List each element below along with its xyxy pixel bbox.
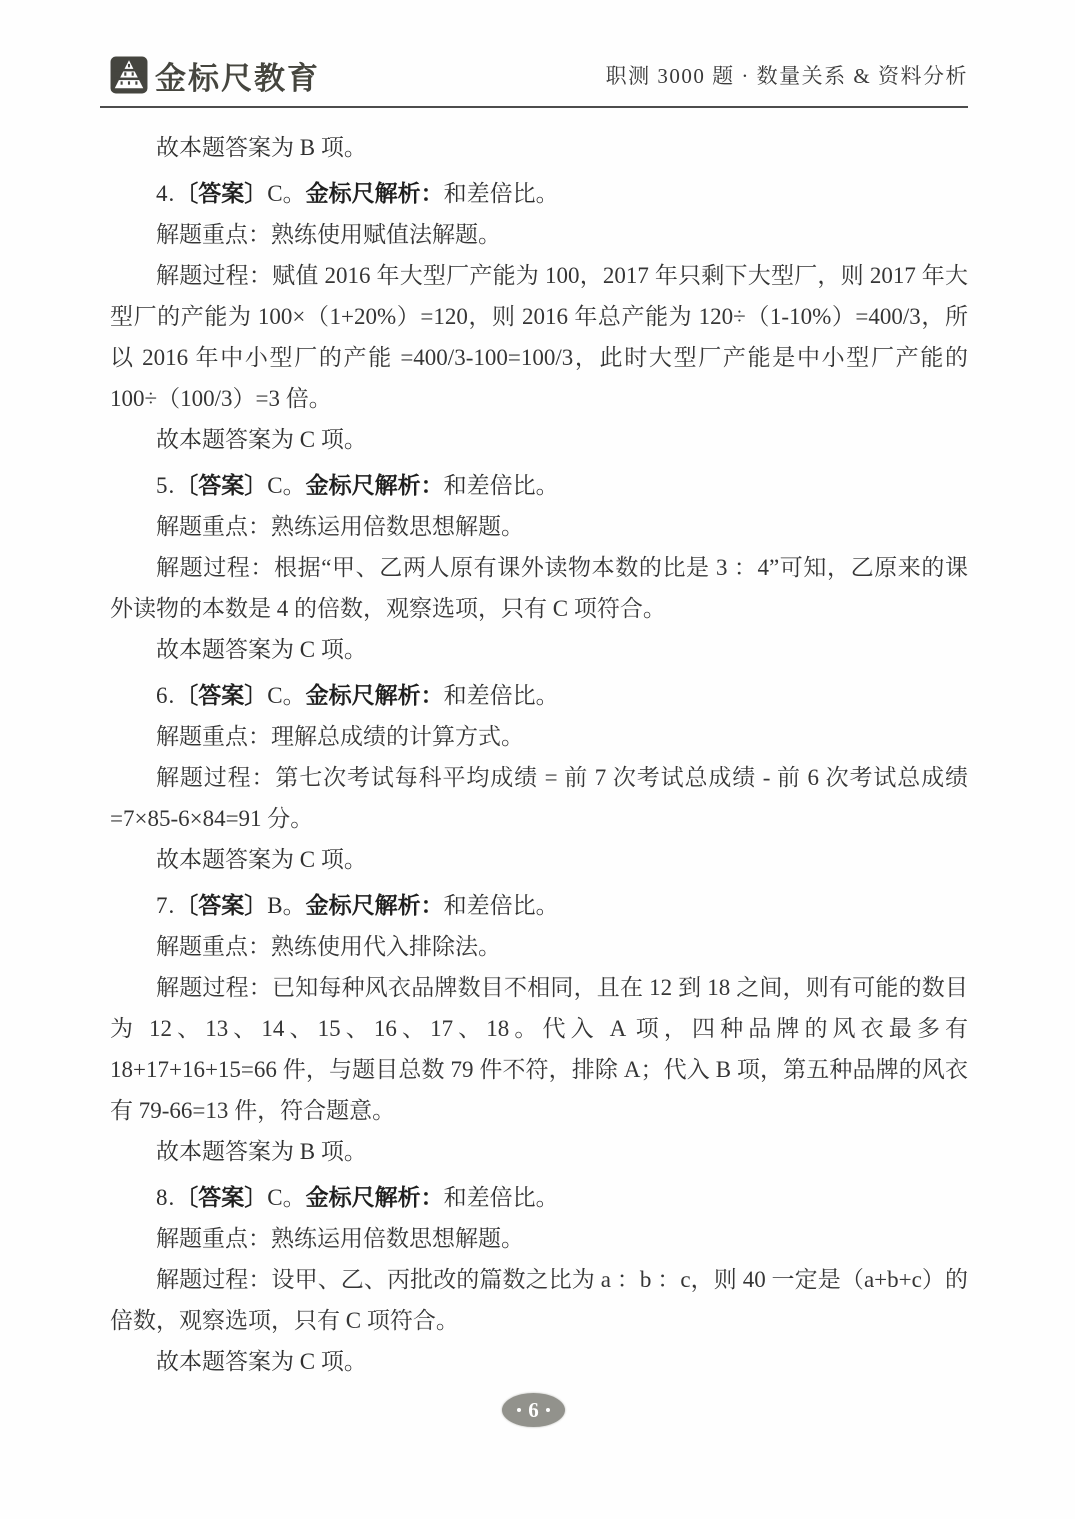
question-4-explanation: [110, 173, 968, 460]
answer-value: C。: [267, 1185, 306, 1210]
answer-value: C。: [267, 683, 306, 708]
pyramid-stack-icon: [110, 56, 148, 94]
page-number-badge: [502, 1393, 565, 1427]
question-number: 6.: [156, 683, 176, 708]
process-paragraph: 解题过程：赋值 2016 年大型厂产能为 100，2017 年只剩下大型厂，则 2017 年大型厂的产能为 100×（1+20%）=120，则 2016 年总产能为 120÷（1-10%）=400/3，所以 2016 年中小型厂的产能 =400/3-100=100/3，此时大型厂产能是中小型厂产能的 100÷（100/3）=3 倍。: [110, 263, 968, 411]
right-dot-icon: [546, 1408, 550, 1412]
brand-name: 金标尺教育: [155, 60, 320, 96]
process-paragraph: 解题过程：根据“甲、乙两人原有课外读物本数的比是 3 ：4”可知，乙原来的课外读物的本数是 4 的倍数，观察选项，只有 C 项符合。: [110, 555, 968, 621]
left-dot-icon: [517, 1408, 521, 1412]
answer-value: B。: [267, 893, 306, 918]
keypoint-paragraph: 解题重点：熟练使用代入排除法。: [156, 934, 501, 959]
header-divider: [100, 106, 968, 108]
conclusion-paragraph: 故本题答案为 C 项。: [156, 1349, 367, 1374]
page-number: 6: [528, 1397, 539, 1422]
conclusion-paragraph: 故本题答案为 B 项。: [156, 135, 367, 160]
answer-value: C。: [267, 473, 306, 498]
answer-line: [110, 1177, 968, 1218]
keypoint-paragraph: 解题重点：熟练运用倍数思想解题。: [156, 514, 524, 539]
answer-line: [110, 173, 968, 214]
analysis-label: 金标尺解析：: [305, 472, 444, 498]
answer-label: 〔答案〕: [175, 472, 268, 498]
answer-explanations: [110, 127, 968, 1382]
analysis-method: 和差倍比。: [443, 893, 559, 918]
question-number: 8.: [156, 1185, 176, 1210]
answer-label: 〔答案〕: [175, 1184, 268, 1210]
analysis-method: 和差倍比。: [443, 181, 559, 206]
analysis-method: 和差倍比。: [443, 1185, 559, 1210]
answer-line: [110, 465, 968, 506]
question-7-explanation: [110, 885, 968, 1172]
keypoint-paragraph: 解题重点：熟练使用赋值法解题。: [156, 222, 501, 247]
analysis-label: 金标尺解析：: [305, 1184, 444, 1210]
analysis-label: 金标尺解析：: [305, 892, 444, 918]
keypoint-paragraph: 解题重点：理解总成绩的计算方式。: [156, 724, 524, 749]
answer-line: [110, 885, 968, 926]
question-number: 4.: [156, 181, 176, 206]
conclusion-paragraph: 故本题答案为 B 项。: [156, 1139, 367, 1164]
answer-value: C。: [267, 181, 306, 206]
answer-line: [110, 675, 968, 716]
question-number: 7.: [156, 893, 176, 918]
question-number: 5.: [156, 473, 176, 498]
analysis-label: 金标尺解析：: [305, 682, 444, 708]
analysis-method: 和差倍比。: [443, 473, 559, 498]
conclusion-paragraph: 故本题答案为 C 项。: [156, 427, 367, 452]
brand-logo: [110, 53, 320, 98]
conclusion-paragraph: 故本题答案为 C 项。: [156, 847, 367, 872]
keypoint-paragraph: 解题重点：熟练运用倍数思想解题。: [156, 1226, 524, 1251]
question-5-explanation: [110, 465, 968, 670]
question-8-explanation: [110, 1177, 968, 1382]
process-paragraph: 解题过程：设甲、乙、丙批改的篇数之比为 a ：b ：c，则 40 一定是（a+b+c）的倍数，观察选项，只有 C 项符合。: [110, 1267, 968, 1333]
answer-label: 〔答案〕: [175, 892, 268, 918]
process-paragraph: 解题过程：第七次考试每科平均成绩 = 前 7 次考试总成绩 - 前 6 次考试总成绩 =7×85-6×84=91 分。: [110, 765, 968, 831]
process-paragraph: 解题过程：已知每种风衣品牌数目不相同，且在 12 到 18 之间，则有可能的数目为 12、13、14、15、16、17、18。代入 A 项，四种品牌的风衣最多有 18+17+16+15=66 件，与题目总数 79 件不符，排除 A；代入 B 项，第五种品牌的风衣有 79-66=13 件，符合题意。: [110, 975, 968, 1123]
question-6-explanation: [110, 675, 968, 880]
conclusion-paragraph: 故本题答案为 C 项。: [156, 637, 367, 662]
analysis-label: 金标尺解析：: [305, 180, 444, 206]
answer-label: 〔答案〕: [175, 682, 268, 708]
book-title: 职测 3000 题 · 数量关系 & 资料分析: [605, 64, 968, 88]
analysis-method: 和差倍比。: [443, 683, 559, 708]
answer-label: 〔答案〕: [175, 180, 268, 206]
page-header: [110, 50, 968, 100]
